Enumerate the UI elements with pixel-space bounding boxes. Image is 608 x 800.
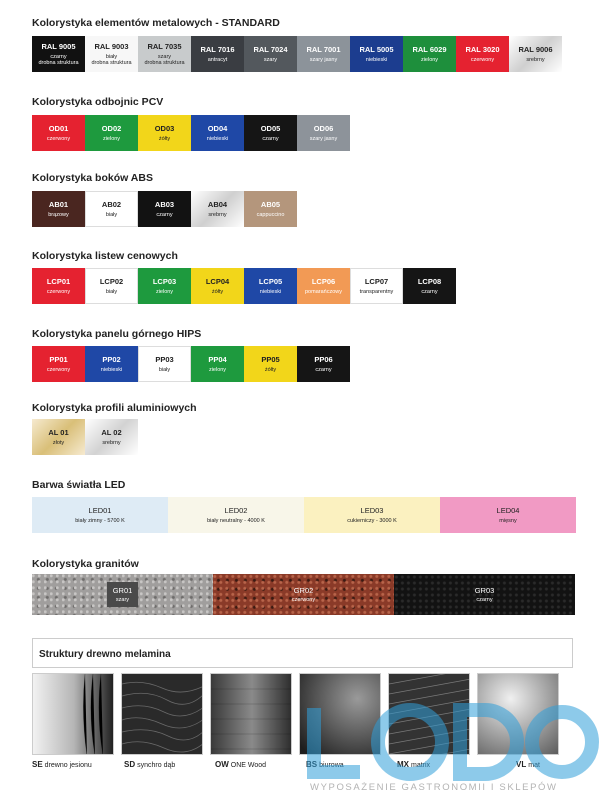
swatch-code: PP01 [49,354,68,364]
section-title-metal: Kolorystyka elementów metalowych - STANDARD [32,17,280,29]
swatch-desc: antracyt [207,56,228,63]
swatch-code: RAL 7024 [253,44,288,54]
swatch-code: AB03 [154,199,175,209]
swatch-desc: szary jasny [309,56,338,63]
swatch-lcp08 [403,268,456,304]
led-code: LED04 [496,506,520,515]
section-title-lcp: Kolorystyka listew cenowych [32,250,178,262]
swatch-row-lcp [32,268,456,304]
wood-sample-ow [210,673,292,755]
swatch-code: OD04 [207,123,228,133]
swatch-desc: szary drobna struktura [144,53,185,66]
swatch-code: OD02 [101,123,122,133]
swatch-code: RAL 7016 [200,44,235,54]
wood-label-mx: MX matrix [397,760,431,769]
swatch-al-02 [85,419,138,455]
led-swatch-led03 [304,497,440,533]
wood-label-sd: SD synchro dąb [124,760,176,769]
swatch-ral-7016 [191,36,244,72]
swatch-code: RAL 9005 [41,41,76,51]
swatch-od03 [138,115,191,151]
swatch-od01 [32,115,85,151]
swatch-code: LCP08 [417,276,442,286]
swatch-code: OD06 [313,123,334,133]
granite-label [469,582,501,607]
swatch-desc: czarny [156,211,173,218]
wood-label-se: SE drewno jesionu [32,760,92,769]
swatch-code: PP02 [102,354,121,364]
wood-label-ow: OW ONE Wood [215,760,267,769]
led-swatch-led01 [32,497,168,533]
swatch-desc: czerwony [470,56,495,63]
swatch-desc: zielony [102,135,121,142]
swatch-desc: czerwony [46,366,71,373]
swatch-lcp04 [191,268,244,304]
section-title-alu: Kolorystyka profili aluminiowych [32,402,197,414]
swatch-code: AB02 [101,199,122,209]
swatch-code: AL 02 [101,427,122,437]
swatch-code: PP04 [208,354,227,364]
granite-label [107,582,139,607]
swatch-desc: biały [158,366,171,373]
granite-swatch-gr02 [213,574,394,615]
swatch-pp01 [32,346,85,382]
swatch-code: LCP03 [152,276,177,286]
swatch-desc: transparentny [359,288,394,295]
swatch-ab03 [138,191,191,227]
swatch-ral-7001 [297,36,350,72]
swatch-desc: czarny [421,288,438,295]
section-title-pcv: Kolorystyka odbojnic PCV [32,96,164,108]
swatch-lcp06 [297,268,350,304]
section-title-granite: Kolorystyka granitów [32,558,139,570]
swatch-desc: niebieski [259,288,282,295]
swatch-ab05 [244,191,297,227]
swatch-desc: zielony [420,56,439,63]
granite-label [286,582,321,607]
swatch-lcp01 [32,268,85,304]
swatch-desc: srebrny [526,56,545,63]
swatch-row-granite [32,574,575,615]
swatch-desc: biały [105,288,118,295]
swatch-od06 [297,115,350,151]
swatch-desc: niebieski [206,135,229,142]
swatch-lcp03 [138,268,191,304]
swatch-desc: zielony [208,366,227,373]
swatch-code: LCP06 [311,276,336,286]
led-swatch-led02 [168,497,304,533]
swatch-ral-3020 [456,36,509,72]
swatch-ral-9006 [509,36,562,72]
swatch-desc: srebrny [208,211,227,218]
swatch-desc: czarny [315,366,332,373]
swatch-lcp07 [350,268,403,304]
swatch-desc: złoty [52,439,65,446]
swatch-pp03 [138,346,191,382]
swatch-code: PP03 [155,354,174,364]
swatch-ral-7024 [244,36,297,72]
lodo-logo-watermark [300,700,600,785]
swatch-row-hips [32,346,350,382]
swatch-code: RAL 7001 [306,44,341,54]
granite-desc: czarny [476,597,493,603]
swatch-desc: żółty [211,288,224,295]
swatch-ab02 [85,191,138,227]
swatch-desc: szary jasny [309,135,338,142]
swatch-code: RAL 7035 [147,41,182,51]
swatch-row-led [32,497,576,533]
wood-sample-sd [121,673,203,755]
swatch-desc: brązowy [48,211,69,218]
swatch-desc: niebieski [365,56,388,63]
swatch-desc: pomarańczowy [305,288,342,295]
swatch-desc: czerwony [46,288,71,295]
swatch-lcp02 [85,268,138,304]
led-desc: cukierniczy - 3000 K [347,518,397,524]
swatch-code: OD01 [48,123,69,133]
swatch-desc: czarny drobna struktura [38,53,79,66]
swatch-al-01 [32,419,85,455]
swatch-pp06 [297,346,350,382]
swatch-code: RAL 6029 [412,44,447,54]
led-desc: biały zimny - 5700 K [75,518,125,524]
section-title-wood: Struktury drewno melamina [39,649,171,660]
led-desc: biały neutralny - 4000 K [207,518,265,524]
granite-code: GR02 [293,586,314,595]
led-code: LED01 [88,506,112,515]
wood-label-vl: VL mat [516,760,540,769]
swatch-code: RAL 9006 [518,44,553,54]
footer-tagline: WYPOSAŻENIE GASTRONOMII I SKLEPÓW [310,782,558,793]
swatch-row-alu [32,419,138,455]
wood-label-bs: BS biurowa [306,760,344,769]
granite-desc: czerwony [291,597,316,603]
granite-code: GR01 [112,586,133,595]
led-desc: mięsny [499,518,517,524]
section-title-abs: Kolorystyka boków ABS [32,172,153,184]
swatch-code: PP06 [314,354,333,364]
swatch-code: AB04 [207,199,228,209]
swatch-ral-7035 [138,36,191,72]
swatch-desc: niebieski [100,366,123,373]
swatch-code: PP05 [261,354,280,364]
swatch-ab04 [191,191,244,227]
swatch-code: LCP01 [46,276,71,286]
granite-swatch-gr01 [32,574,213,615]
led-code: LED03 [360,506,384,515]
swatch-desc: biały drobna struktura [91,53,132,66]
swatch-pp05 [244,346,297,382]
swatch-pp04 [191,346,244,382]
section-title-led: Barwa światła LED [32,479,126,491]
swatch-code: AL 01 [48,427,69,437]
swatch-desc: biały [105,211,118,218]
swatch-desc: czerwony [46,135,71,142]
section-title-hips: Kolorystyka panelu górnego HIPS [32,328,202,340]
swatch-code: LCP05 [258,276,283,286]
swatch-code: LCP07 [364,276,389,286]
swatch-code: OD05 [260,123,281,133]
swatch-row-abs [32,191,297,227]
swatch-code: AB01 [48,199,69,209]
swatch-code: AB05 [260,199,281,209]
granite-swatch-gr03 [394,574,575,615]
swatch-od04 [191,115,244,151]
swatch-code: LCP04 [205,276,230,286]
wood-section-header [32,638,573,668]
swatch-pp02 [85,346,138,382]
swatch-code: RAL 5005 [359,44,394,54]
granite-desc: szary [115,597,130,603]
swatch-desc: zielony [155,288,174,295]
swatch-desc: szary [263,56,278,63]
swatch-code: OD03 [154,123,175,133]
swatch-od05 [244,115,297,151]
swatch-desc: żółty [264,366,277,373]
swatch-code: RAL 3020 [465,44,500,54]
swatch-desc: cappuccino [256,211,285,218]
swatch-code: LCP02 [99,276,124,286]
led-code: LED02 [224,506,248,515]
swatch-desc: srebrny [102,439,121,446]
swatch-desc: czarny [262,135,279,142]
swatch-od02 [85,115,138,151]
swatch-ral-9003 [85,36,138,72]
swatch-lcp05 [244,268,297,304]
swatch-code: RAL 9003 [94,41,129,51]
swatch-desc: żółty [158,135,171,142]
swatch-row-pcv [32,115,350,151]
swatch-row-metal [32,36,562,72]
led-swatch-led04 [440,497,576,533]
swatch-ral-9005 [32,36,85,72]
granite-code: GR03 [474,586,495,595]
wood-sample-se [32,673,114,755]
swatch-ral-5005 [350,36,403,72]
swatch-ab01 [32,191,85,227]
swatch-ral-6029 [403,36,456,72]
